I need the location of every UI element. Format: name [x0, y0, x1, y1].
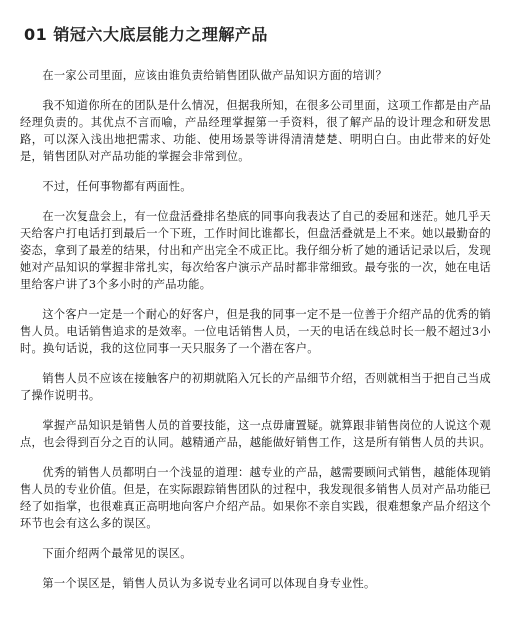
paragraph-10: 第一个误区是，销售人员认为多说专业名词可以体现自身专业性。	[42, 577, 376, 590]
paragraph-1: 在一家公司里面，应该由谁负责给销售团队做产品知识方面的培训？	[42, 69, 388, 82]
paragraph-3: 不过，任何事物都有两面性。	[42, 180, 192, 193]
paragraph-2: 我不知道你所在的团队是什么情况，但据我所知，在很多公司里面，这项工作都是由产品经理负责的。其优点不言而喻，产品经理掌握第一手资料，很了解产品的设计理念和研发思路，可以深入浅出地把需求、功能、使用场景等讲得清清楚楚、明明白白。由此带来的好处是，销售团队对产品功能的掌握会非常到位。	[20, 99, 491, 163]
page-title: 01 销冠六大底层能力之理解产品	[24, 25, 268, 44]
paragraph-6: 销售人员不应该在接触客户的初期就陷入冗长的产品细节介绍，否则就相当于把自己当成了操作说明书。	[20, 372, 491, 402]
paragraph-8: 优秀的销售人员都明白一个浅显的道理：越专业的产品，越需要顾问式销售，越能体现销售人员的专业价值。但是，在实际跟踪销售团队的过程中，我发现很多销售人员对产品功能已经了如指掌，也很难真正高明地向客户介绍产品。如果你不亲自实践，很难想象产品介绍这个环节也会有这么多的误区。	[20, 466, 491, 530]
paragraph-5: 这个客户一定是一个耐心的好客户，但是我的同事一定不是一位善于介绍产品的优秀的销售人员。电话销售追求的是效率。一位电话销售人员，一天的电话在线总时长一般不超过3小时。换句话说，我的这位同事一天只服务了一个潜在客户。	[20, 308, 491, 355]
paragraph-4: 在一次复盘会上，有一位盘活叠排名垫底的同事向我表达了自己的委屈和迷茫。她几乎天天给客户打电话打到最后一个下班，工作时间比谁都长，但盘活叠就是上不来。她以最勤奋的姿态，拿到了最差的结果，付出和产出完全不成正比。我仔细分析了她的通话记录以后，发现她对产品知识的掌握非常扎实，每次给客户演示产品时都非常细致。最夸张的一次，她在电话里给客户讲了3个多小时的产品功能。	[20, 210, 491, 291]
paragraph-7: 掌握产品知识是销售人员的首要技能，这一点毋庸置疑。就算跟非销售岗位的人说这个观点，也会得到百分之百的认同。越精通产品，越能做好销售工作，这是所有销售人员的共识。	[20, 419, 491, 449]
paragraph-9: 下面介绍两个最常见的误区。	[42, 547, 192, 560]
